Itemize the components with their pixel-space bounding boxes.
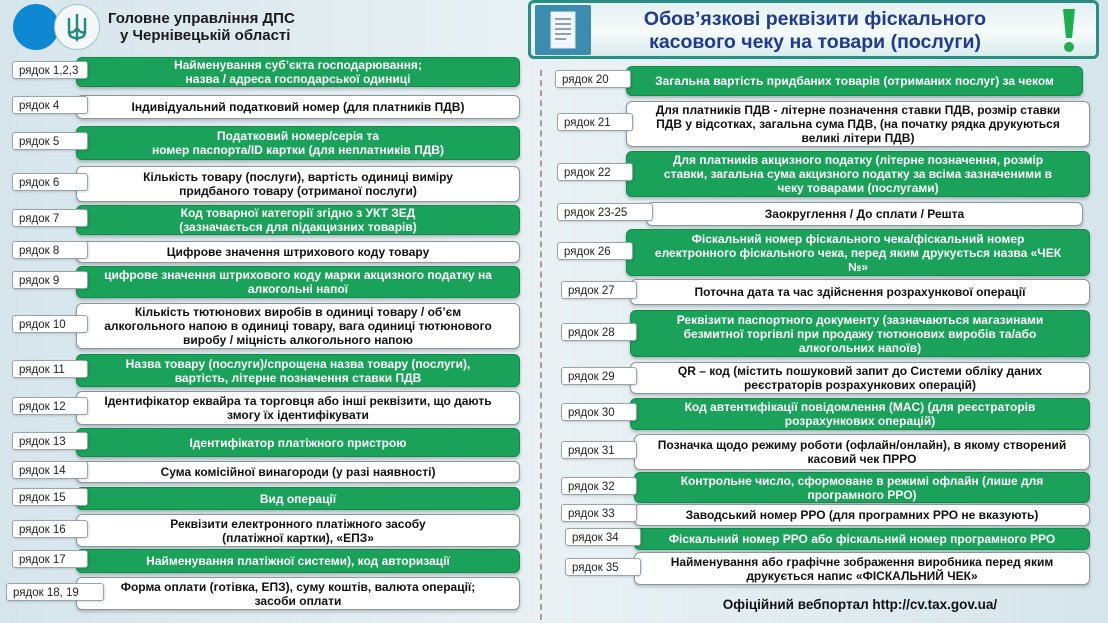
requisite-line: безмитної торгівлі при продажу тютюнових виробів та/або (683, 326, 1037, 341)
requisite-box (646, 202, 1083, 226)
requisite-line: ставки, загальна сума акцизного податку за всіма зазначеними в (663, 167, 1053, 181)
tax-service-logo-icon (13, 4, 59, 50)
requisite-line: Сума комісійної винагороди (у разі наявності) (160, 465, 436, 479)
requisite-line: Форма оплати (готівка, ЕПЗ), суму коштів, валюта операції; (120, 579, 476, 594)
row-number-label: рядок 9 (12, 271, 88, 289)
requisite-line: Фіскальний номер РРО або фіскальний номер програмного РРО (668, 532, 1056, 546)
requisite-text (655, 232, 1061, 274)
title-banner (528, 0, 1099, 59)
row-number-label: рядок 26 (557, 242, 633, 260)
requisite-box (630, 362, 1090, 394)
requisite-line: Код товарної категорії згідно з УКТ ЗЕД (180, 206, 416, 220)
right-row-8 (0, 362, 1108, 394)
requisite-line: Реквізити електронного платіжного засобу (170, 516, 426, 531)
requisite-box (634, 528, 1090, 550)
requisite-line: алкогольного напою в одиниці товару, вага одиниці тютюнового (104, 319, 492, 333)
requisite-line: Код автентифікації повідомлення (MAC) (для реєстраторів (684, 400, 1036, 414)
requisite-line: друкується напис «ФІСКАЛЬНИЙ ЧЕК» (746, 568, 978, 583)
requisite-line: чеку товарами (послугами) (777, 181, 939, 195)
requisite-text (658, 438, 1066, 466)
right-row-5 (0, 229, 1108, 276)
requisite-box (630, 279, 1090, 305)
row-number-label: рядок 21 (557, 113, 633, 131)
requisite-line: алкогольних напоїв) (798, 340, 922, 355)
row-number-label: рядок 12 (12, 397, 88, 415)
requisite-text (686, 508, 1039, 522)
row-number-label: рядок 6 (12, 173, 88, 191)
row-number-label: рядок 11 (12, 360, 88, 378)
header-left (0, 0, 540, 50)
requisite-line: розрахункових операцій) (784, 414, 936, 428)
requisite-line: придбаного товару (отриманої послуги) (179, 184, 417, 198)
requisite-box (634, 552, 1090, 585)
requisite-line: Загальна вартість придбаних товарів (отриманих послуг) за чеком (655, 74, 1054, 88)
requisite-box (634, 434, 1090, 470)
requisite-line: Кількість товару (послуги), вартість одиниці виміру (143, 170, 453, 184)
right-row-2 (0, 101, 1108, 147)
row-number-label: рядок 32 (561, 477, 637, 495)
requisite-line: Заводський номер РРО (для програмних РРО не вказують) (685, 508, 1039, 522)
requisite-text (664, 153, 1052, 195)
requisite-line: Контрольне число, сформоване в режимі офлайн (лише для (680, 473, 1044, 488)
requisite-line: Найменування платіжної системи), код авторизації (146, 554, 450, 568)
right-row-1 (0, 66, 1108, 96)
requisite-box (634, 472, 1090, 503)
requisite-line: вартість, літерне позначення ставки ПДВ (174, 370, 422, 385)
requisite-line: Індивідуальний податковий номер (для платників ПДВ) (131, 100, 465, 114)
row-number-label: рядок 7 (12, 209, 88, 227)
row-number-label: рядок 29 (561, 367, 637, 385)
requisite-line: Кількість тютюнових виробів в одиниці товару / об’єм (134, 305, 462, 319)
requisite-box (626, 229, 1090, 276)
requisite-line: Ідентифікатор еквайра та торговця або інші реквізити, що дають (104, 394, 492, 408)
row-number-label: рядок 23-25 (557, 203, 653, 221)
requisite-box (630, 398, 1090, 430)
requisite-line: №» (847, 259, 869, 274)
row-number-label: рядок 15 (12, 488, 88, 506)
official-portal-link[interactable]: Офіційний вебпортал http://cv.tax.gov.ua/ (722, 597, 998, 612)
row-number-label: рядок 28 (561, 323, 637, 341)
requisite-text (765, 207, 964, 221)
requisite-text (681, 474, 1044, 502)
requisite-line: QR – код (містить пошуковий запит до Системи обліку даних (677, 364, 1043, 378)
requisite-line: Цифрове значення штрихового коду товару (166, 245, 430, 259)
requisite-line: Фіскальний номер фіскального чека/фіскальний номер (691, 231, 1025, 246)
title-line-2: касового чеку на товари (послуги) (649, 31, 981, 53)
requisite-line: Ідентифікатор платіжного пристрою (189, 435, 407, 450)
row-number-label: рядок 22 (557, 163, 633, 181)
receipt-document-icon (535, 5, 591, 55)
title-line-1: Обов’язкові реквізити фіскального (643, 8, 987, 30)
requisite-line: Поточна дата та час здійснення розрахункової операції (694, 285, 1026, 299)
row-number-label: рядок 33 (561, 504, 637, 522)
requisite-line: цифрове значення штрихового коду марки акцизного податку на (104, 268, 492, 282)
requisite-box (630, 310, 1090, 357)
page-title (595, 8, 1035, 54)
requisite-line: касовий чек ПРРО (807, 452, 917, 466)
right-row-6 (0, 279, 1108, 305)
row-number-label: рядок 8 (12, 241, 88, 259)
right-row-10 (0, 434, 1108, 470)
row-number-label: рядок 34 (565, 528, 641, 546)
requisite-line: Найменування або графічне зображення виробника перед яким (670, 554, 1054, 569)
row-number-label: рядок 27 (561, 281, 637, 299)
requisite-text (694, 285, 1025, 299)
requisite-line: великі літери ПДВ) (801, 131, 915, 145)
row-number-label: рядок 13 (12, 432, 88, 450)
requisite-line: реєстраторів розрахункових операцій) (743, 378, 977, 392)
row-number-label: рядок 18, 19 (6, 583, 104, 601)
right-row-13 (0, 528, 1108, 550)
row-number-label: рядок 16 (12, 520, 88, 538)
requisite-line: Вид операції (259, 491, 337, 506)
right-row-9 (0, 398, 1108, 430)
requisite-box (626, 101, 1090, 147)
row-number-label: рядок 14 (12, 461, 88, 479)
right-row-4 (0, 202, 1108, 226)
trident-emblem-icon (54, 4, 100, 50)
requisite-line: Найменування суб’єкта господарювання; (174, 58, 422, 72)
requisite-line: Для платників акцизного податку (літерне позначення, розмір (672, 153, 1044, 167)
requisite-text (671, 555, 1054, 583)
row-number-label: рядок 20 (555, 70, 631, 88)
right-row-11 (0, 472, 1108, 503)
requisite-text (685, 400, 1036, 428)
row-number-label: рядок 35 (565, 558, 641, 576)
requisite-line: змогу їх ідентифікувати (227, 408, 369, 422)
requisite-line: Назва товару (послуги)/спрощена назва товару (послуги), (125, 356, 471, 371)
requisite-line: Заокруглення / До сплати / Решта (764, 207, 965, 221)
requisite-box (626, 66, 1083, 96)
requisite-box (626, 151, 1090, 197)
right-row-14 (0, 552, 1108, 585)
requisite-line: (зазначається для підакцизних товарів) (179, 220, 417, 234)
requisite-line: Податковий номер/серія та (216, 129, 380, 143)
organization-name (108, 10, 295, 44)
requisite-text (655, 74, 1054, 88)
right-row-7 (0, 310, 1108, 357)
right-row-12 (0, 504, 1108, 526)
requisite-line: Реквізити паспортного документу (зазначаються магазинами (676, 312, 1044, 327)
requisite-line: засоби оплати (254, 593, 342, 608)
requisite-line: назва / адреса господарської одиниці (185, 72, 411, 86)
requisite-line: алкогольні напої (247, 282, 349, 296)
org-line-1: Головне управління ДПС (108, 10, 295, 27)
requisite-line: програмного РРО) (807, 487, 917, 502)
row-number-label: рядок 31 (561, 441, 637, 459)
requisite-line: виробу / міцність алкогольного напою (183, 333, 413, 347)
row-number-label: рядок 17 (12, 550, 88, 568)
row-number-label: рядок 5 (12, 132, 88, 150)
requisite-line: Позначка щодо режиму роботи (офлайн/онлайн), в якому створений (657, 438, 1067, 452)
requisite-line: електронного фіскального чека, перед яким друкується назва «ЧЕК (654, 245, 1062, 260)
row-number-label: рядок 30 (561, 403, 637, 421)
requisite-line: (платіжної картки), «ЕПЗ» (222, 530, 374, 545)
requisite-text (677, 313, 1044, 355)
row-number-label: рядок 1,2,3 (12, 61, 88, 79)
org-line-2: у Чернівецькій області (120, 27, 291, 44)
requisite-text (678, 364, 1042, 392)
right-row-3 (0, 151, 1108, 197)
requisite-text (656, 103, 1061, 145)
exclamation-icon (1054, 5, 1084, 55)
requisite-line: ПДВ у відсотках, загальна сума ПДВ, (на початку рядка друкуються (656, 117, 1060, 131)
requisite-line: номер паспорта/ID картки (для неплатників ПДВ) (151, 143, 445, 157)
row-number-label: рядок 4 (12, 96, 88, 114)
requisite-text (669, 532, 1055, 546)
requisite-box (634, 504, 1090, 526)
requisite-line: Для платників ПДВ - літерне позначення ставки ПДВ, розмір ставки (655, 103, 1061, 117)
row-number-label: рядок 10 (12, 315, 88, 333)
